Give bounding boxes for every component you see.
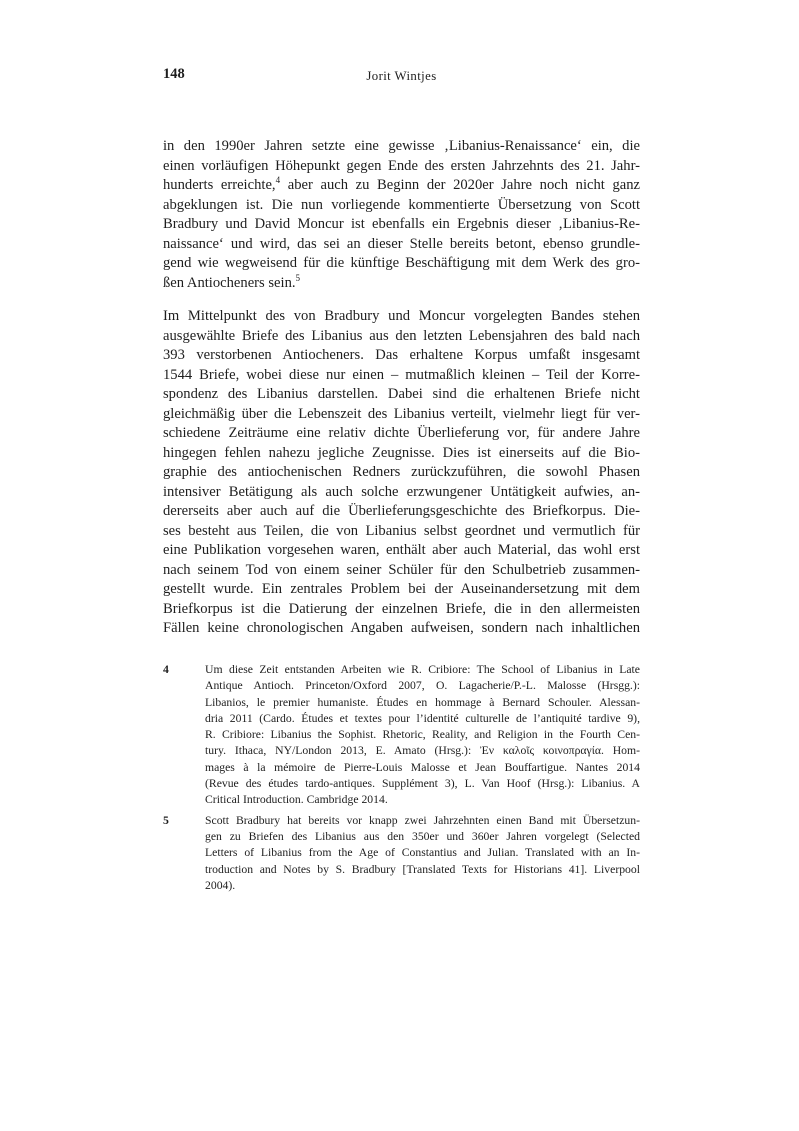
paragraph — [163, 137, 640, 293]
text-line: Bradbury und David Moncur ist ebenfalls ein Ergebnis dieser ‚Libanius-Re- — [163, 216, 640, 232]
text-line: ses besteht aus Teilen, die von Libanius selbst geordnet und vermutlich für — [163, 522, 640, 539]
text-line: dererseits aber auch auf die Überlieferungsgeschichte des Briefkorpus. Die- — [163, 503, 640, 519]
paragraph — [163, 307, 640, 639]
footnote-text — [205, 662, 640, 809]
footnote-number: 5 — [163, 813, 169, 827]
text-line: 393 verstorbenen Antiocheners. Das erhaltene Korpus umfaßt insgesamt — [163, 347, 640, 363]
text-line: Briefkorpus ist die Datierung der einzelnen Briefe, die in den allermeisten — [163, 600, 640, 617]
footnotes — [163, 662, 640, 894]
text-line: gend wie wegweisend für die künftige Beschäftigung mit dem Werk des gro- — [163, 255, 640, 271]
text-line: spondenz des Libanius darstellen. Dabei sind die erhaltenen Briefe nicht — [163, 386, 640, 402]
text-line: tury. Ithaca, NY/London 2013, E. Amato (Hrsg.): Ἐν καλοῖς κοινοπραγία. Hom- — [205, 744, 640, 758]
text-line: 1544 Briefe, wobei diese nur einen – mutmaßlich kleinen – Teil der Korre- — [163, 366, 640, 383]
text-line: schiedene Zeiträume eine relativ dichte Überlieferung vor, für andere Jahre — [163, 425, 640, 441]
footnote — [163, 813, 640, 894]
footnote — [163, 662, 640, 809]
text-line: naissance‘ und wird, das sei an dieser Stelle bereits betont, ebenso grundle- — [163, 235, 640, 252]
text-line: Scott Bradbury hat bereits vor knapp zwei Jahrzehnten einen Band mit Übersetzun- — [205, 813, 640, 827]
text-line: Antique Antioch. Princeton/Oxford 2007, O. Lagacherie/P.-L. Malosse (Hrsgg.): — [205, 679, 640, 693]
text-line: hingegen fehlen nahezu jegliche Zeugnisse. Dies ist einerseits auf die Bio- — [163, 444, 640, 461]
text-line: einen vorläufigen Höhepunkt gegen Ende des ersten Jahrzehnts des 21. Jahr- — [163, 157, 640, 174]
text-line: (Revue des études tardo-antiques. Supplément 3), L. Van Hoof (Hrsg.): Libanius. A — [205, 777, 640, 791]
text-line: troduction and Notes by S. Bradbury [Translated Texts for Historians 41]. Liverpool — [205, 862, 640, 876]
text-line: Letters of Libanius from the Age of Constantius and Julian. Translated with an In- — [205, 846, 640, 860]
text-line: intensiver Betätigung als auch solche erzwungener Untätigkeit aufwies, an- — [163, 483, 640, 500]
text-line: hunderts erreichte,$^4$ aber auch zu Beginn der 2020er Jahre noch nicht ganz — [163, 175, 641, 193]
text-line: gestellt wurde. Ein zentrales Problem bei der Auseinandersetzung mit dem — [163, 581, 640, 597]
running-head: Jorit Wintjes — [366, 69, 437, 83]
text-line: nach seinem Tod von einem seiner Schüler für den Schulbetrieb zusammen- — [163, 561, 640, 578]
text-line: Fällen keine chronologischen Angaben aufweisen, sondern nach inhaltlichen — [163, 620, 640, 636]
text-line: ßen Antiocheners sein.$^5$ — [163, 272, 301, 291]
body-text — [163, 137, 640, 639]
text-line: graphie des antiochenischen Redners zurückzuführen, die sowohl Phasen — [163, 464, 640, 480]
text-line: Im Mittelpunkt des von Bradbury und Moncur vorgelegten Bandes stehen — [163, 308, 640, 324]
text-line: ausgewählte Briefe des Libanius aus den letzten Lebensjahren des bald nach — [163, 327, 640, 344]
text-line: Critical Introduction. Cambridge 2014. — [205, 793, 388, 807]
footnote-ref: 4 — [275, 175, 281, 186]
text-line: eine Publikation vorgesehen waren, enthält aber auch Material, das wohl erst — [163, 542, 640, 558]
page-number: 148 — [163, 66, 185, 82]
text-line: R. Cribiore: Libanius the Sophist. Rhetoric, Reality, and Religion in the Fourth Cen- — [205, 728, 640, 742]
text-line: abgeklungen ist. Die nun vorliegende kommentierte Übersetzung von Scott — [163, 196, 640, 213]
footnote-number: 4 — [163, 663, 169, 676]
page-header — [163, 66, 640, 88]
footnote-text — [205, 813, 640, 894]
text-line: in den 1990er Jahren setzte eine gewisse ‚Libanius-Renaissance‘ ein, die — [163, 138, 640, 154]
text-line: gleichmäßig über die Lebenszeit des Libanius verteilt, vielmehr liegt für ver- — [163, 405, 640, 422]
text-line: 2004). — [205, 878, 236, 892]
footnote-ref: 5 — [295, 272, 301, 283]
text-line: dria 2011 (Cardo. Études et textes pour l’identité culturelle de l’antiquité tardive 9), — [205, 711, 640, 725]
text-line: mages à la mémoire de Pierre-Louis Malosse et Jean Bouffartigue. Nantes 2014 — [205, 760, 640, 774]
text-line: gen zu Briefen des Libanius aus den 350er und 360er Jahren vorgelegt (Selected — [205, 829, 640, 843]
text-line: Libanios, le premier humaniste. Études en hommage à Bernard Schouler. Alessan- — [205, 695, 640, 709]
text-line: Um diese Zeit entstanden Arbeiten wie R. Cribiore: The School of Libanius in Late — [205, 663, 640, 676]
